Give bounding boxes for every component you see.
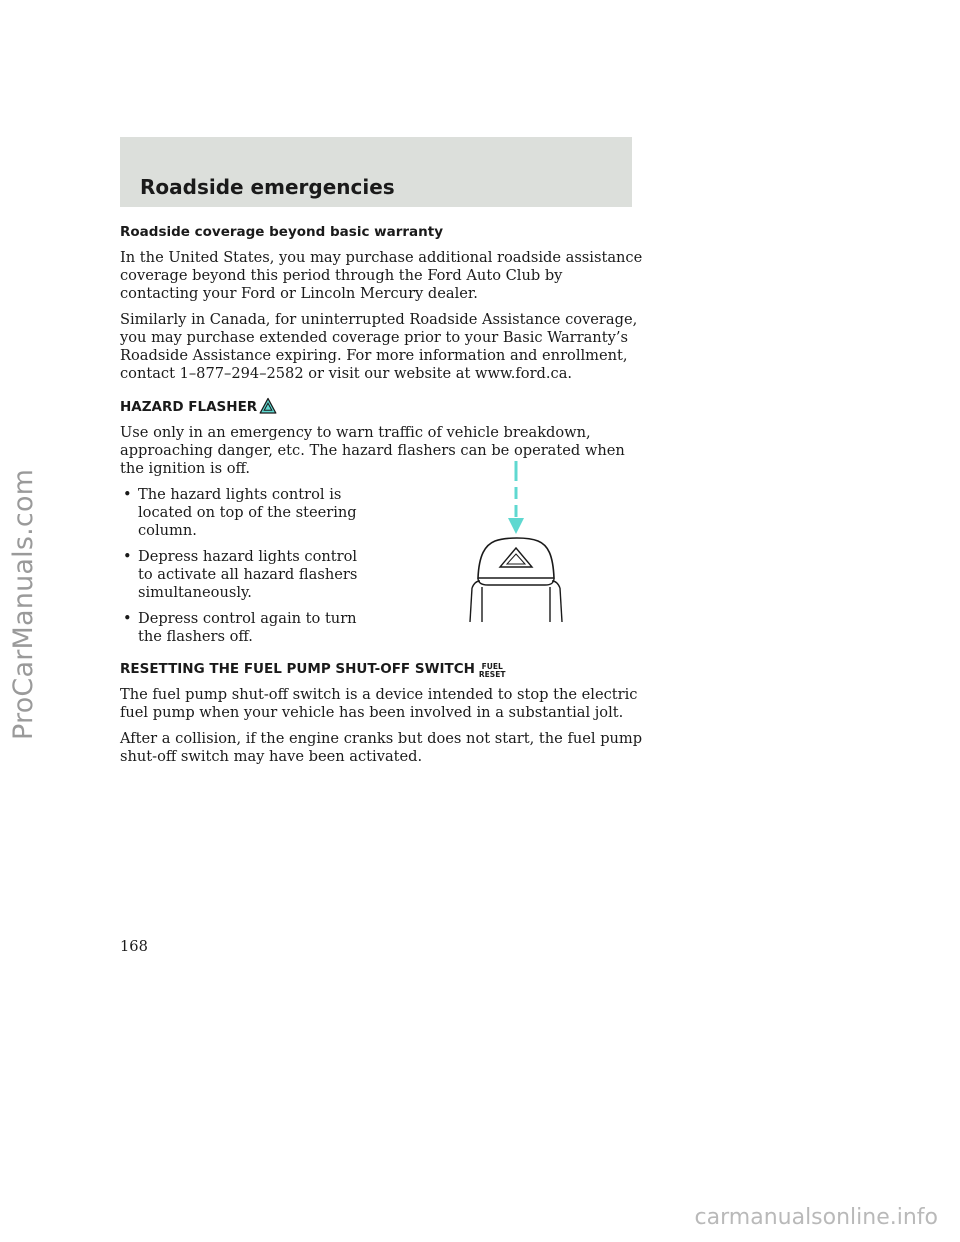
- bullet-text: The hazard lights control is located on top of the steering column.: [138, 486, 357, 539]
- side-watermark: ProCarManuals.com: [8, 468, 39, 740]
- hazard-switch-illustration: [460, 455, 570, 625]
- bullet-text: Depress control again to turn the flashers off.: [138, 610, 357, 645]
- bullet-marker: •: [123, 548, 132, 565]
- fuel-reset-icon: [479, 663, 506, 678]
- fuel-heading-row: [120, 660, 645, 678]
- hazard-heading-row: [120, 397, 645, 416]
- page-number: 168: [120, 938, 148, 955]
- coverage-canada-paragraph: Similarly in Canada, for uninterrupted Roadside Assistance coverage, you may purchase extended coverage prior to your Basic Warranty’s Roadside Assistance expiring. For more information and enrollment, contact 1–877–294–2582 or visit our website at www.ford.ca.: [120, 311, 638, 382]
- fuel-reset-line1: FUEL: [481, 662, 503, 671]
- list-item: [120, 486, 370, 540]
- hazard-heading: HAZARD FLASHER: [120, 399, 258, 415]
- dashed-arrow-icon: [508, 461, 524, 534]
- warning-triangle-icon: [259, 397, 277, 415]
- section-title: Roadside emergencies: [140, 175, 395, 199]
- coverage-us-paragraph: In the United States, you may purchase additional roadside assistance coverage beyond this period through the Ford Auto Club by contacting your Ford or Lincoln Mercury dealer.: [120, 249, 643, 302]
- fuel-pump-paragraph-2: After a collision, if the engine cranks but does not start, the fuel pump shut-off switch may have been activated.: [120, 730, 643, 765]
- hazard-intro: Use only in an emergency to warn traffic of vehicle breakdown, approaching danger, etc. The hazard flashers can be operated when the ignition is off.: [120, 424, 625, 477]
- fuel-reset-line2: RESET: [478, 669, 506, 679]
- list-item: [120, 610, 370, 646]
- hazard-button-icon: [470, 538, 562, 622]
- bullet-marker: •: [123, 610, 132, 627]
- coverage-subhead: Roadside coverage beyond basic warranty: [120, 224, 444, 240]
- footer-watermark: carmanualsonline.info: [694, 1205, 938, 1230]
- hazard-bullet-list: [120, 486, 370, 646]
- bullet-marker: •: [123, 486, 132, 503]
- list-item: [120, 548, 370, 602]
- fuel-pump-heading: RESETTING THE FUEL PUMP SHUT-OFF SWITCH: [120, 661, 475, 677]
- fuel-pump-paragraph-1: The fuel pump shut-off switch is a device intended to stop the electric fuel pump when your vehicle has been involved in a substantial jolt.: [120, 686, 638, 721]
- bullet-text: Depress hazard lights control to activate all hazard flashers simultaneously.: [138, 548, 358, 601]
